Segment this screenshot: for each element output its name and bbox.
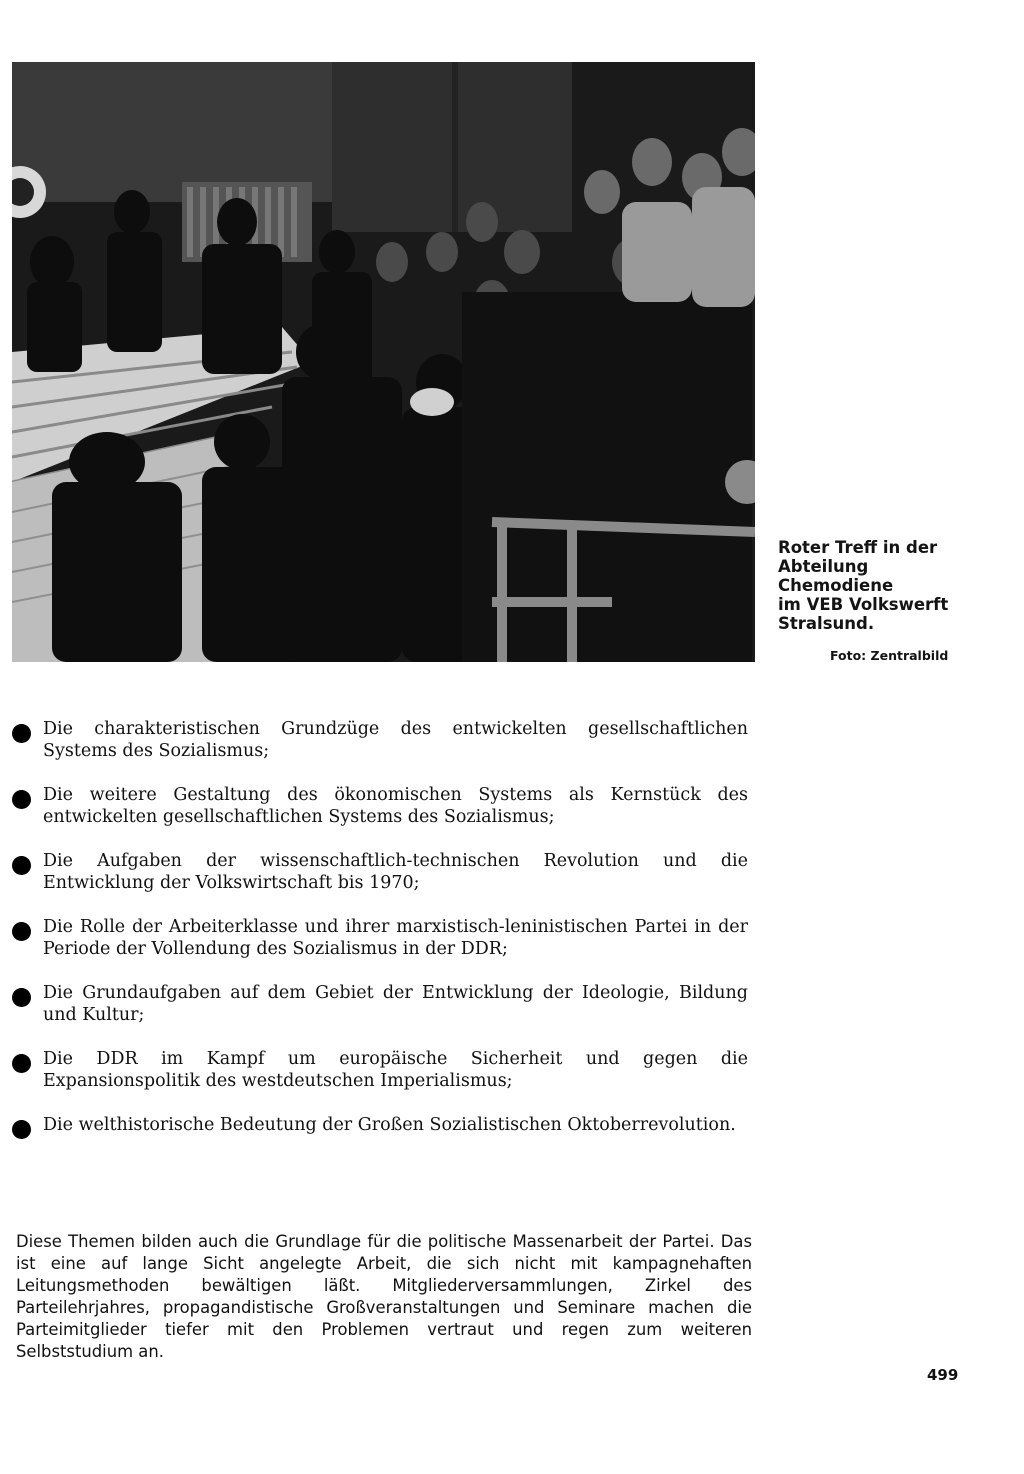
photo-credit: Foto: Zentralbild bbox=[830, 648, 949, 663]
bullet-icon bbox=[12, 724, 31, 743]
list-item bbox=[12, 1048, 748, 1092]
list-item bbox=[12, 850, 748, 894]
topic-text: Die weitere Gestaltung des ökonomischen Systems als Kernstück des entwickelten gesellschaftlichen Systems des Sozialismus; bbox=[43, 785, 748, 827]
photo-caption bbox=[778, 538, 978, 633]
caption-line-5: Stralsund. bbox=[778, 614, 875, 633]
photo-illustration bbox=[12, 62, 755, 662]
list-item bbox=[12, 718, 748, 762]
topic-text: Die welthistorische Bedeutung der Großen Sozialistischen Oktoberrevolution. bbox=[43, 1115, 736, 1135]
bullet-icon bbox=[12, 1120, 31, 1139]
topic-text: Die Rolle der Arbeiterklasse und ihrer marxistisch-leninistischen Partei in der Periode der Vollendung des Sozialismus in der DDR; bbox=[43, 917, 748, 959]
bullet-icon bbox=[12, 856, 31, 875]
topic-text: Die Aufgaben der wissenschaftlich-technischen Revolution und die Entwicklung der Volkswirtschaft bis 1970; bbox=[43, 851, 748, 893]
list-item bbox=[12, 916, 748, 960]
assembly-photo bbox=[12, 62, 755, 662]
bullet-icon bbox=[12, 1054, 31, 1073]
topic-list bbox=[12, 718, 748, 1158]
topic-text: Die Grundaufgaben auf dem Gebiet der Entwicklung der Ideologie, Bildung und Kultur; bbox=[43, 983, 748, 1025]
bullet-icon bbox=[12, 790, 31, 809]
body-paragraph: Diese Themen bilden auch die Grundlage für die politische Massenarbeit der Partei. Das ist eine auf lange Sicht angelegte Arbeit, die sich nicht mit kampagnehaften Leitungsmethoden bewältigen läßt. Mitgliederversammlungen, Zirkel des Parteilehrjahres, propagandistische Großveranstaltungen und Seminare machen die Parteimitglieder tiefer mit den Problemen vertraut und regen zum weiteren Selbststudium an. bbox=[16, 1232, 752, 1362]
caption-line-2: Abteilung bbox=[778, 557, 869, 576]
caption-line-3: Chemodiene bbox=[778, 576, 894, 595]
list-item bbox=[12, 982, 748, 1026]
list-item bbox=[12, 784, 748, 828]
bullet-icon bbox=[12, 988, 31, 1007]
topic-text: Die charakteristischen Grundzüge des entwickelten gesellschaftlichen Systems des Sozialismus; bbox=[43, 719, 748, 761]
caption-line-4: im VEB Volkswerft bbox=[778, 595, 949, 614]
bullet-icon bbox=[12, 922, 31, 941]
caption-line-1: Roter Treff in der bbox=[778, 538, 938, 557]
topic-text: Die DDR im Kampf um europäische Sicherheit und gegen die Expansionspolitik des westdeutschen Imperialismus; bbox=[43, 1049, 748, 1091]
list-item bbox=[12, 1114, 748, 1136]
page-number: 499 bbox=[927, 1366, 959, 1384]
